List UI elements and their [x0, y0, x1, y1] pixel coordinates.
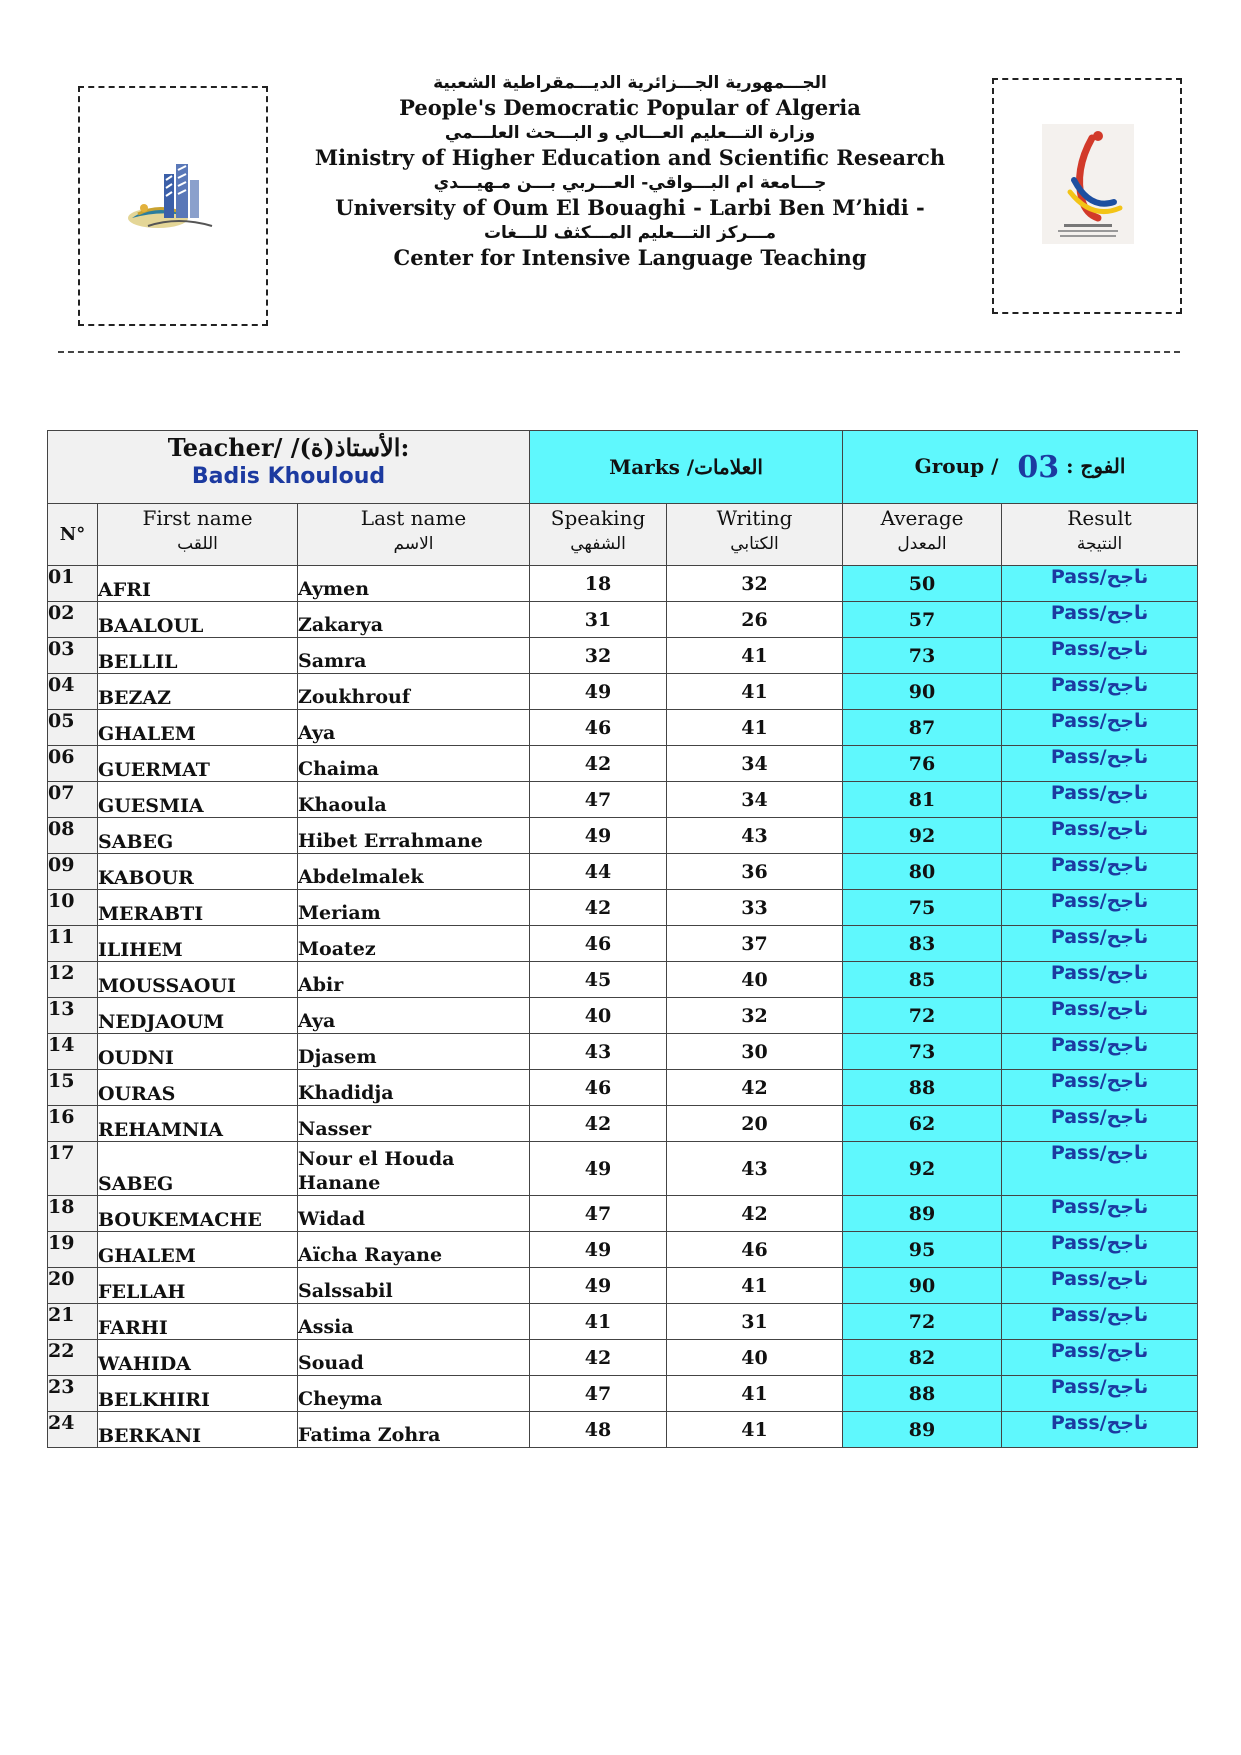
writing-score: 20 [667, 1106, 843, 1142]
table-row [48, 1196, 1198, 1232]
document-header [300, 72, 960, 272]
col-first-name-ar: اللقب [177, 534, 218, 554]
row-number: 21 [48, 1304, 98, 1340]
result-cell: Pass/ناجح [1002, 854, 1198, 890]
result-cell: Pass/ناجح [1002, 746, 1198, 782]
result-cell: Pass/ناجح [1002, 998, 1198, 1034]
header-republic-ar: الجـــمهورية الجـــزائرية الديـــمقراطية الشعبية [433, 73, 827, 93]
column-header-row [48, 504, 1198, 566]
table-row [48, 998, 1198, 1034]
first-name-cell: GUERMAT [98, 746, 298, 782]
first-name-cell: GHALEM [98, 1232, 298, 1268]
last-name-cell: Khaoula [298, 782, 530, 818]
writing-score: 41 [667, 1376, 843, 1412]
row-number: 17 [48, 1142, 98, 1196]
average-score: 83 [843, 926, 1002, 962]
first-name-cell: NEDJAOUM [98, 998, 298, 1034]
table-row [48, 854, 1198, 890]
average-score: 88 [843, 1376, 1002, 1412]
result-cell: Pass/ناجح [1002, 602, 1198, 638]
writing-score: 41 [667, 710, 843, 746]
first-name-cell: OURAS [98, 1070, 298, 1106]
teacher-name: Badis Khouloud [191, 464, 386, 489]
col-writing [667, 504, 843, 566]
speaking-score: 32 [530, 638, 667, 674]
last-name-cell: Nour el Houda Hanane [298, 1142, 530, 1196]
group-header [843, 431, 1198, 504]
writing-score: 40 [667, 1340, 843, 1376]
speaking-score: 49 [530, 1232, 667, 1268]
table-body [48, 566, 1198, 1448]
average-score: 76 [843, 746, 1002, 782]
grades-table [47, 430, 1198, 1448]
result-cell: Pass/ناجح [1002, 1376, 1198, 1412]
row-number: 05 [48, 710, 98, 746]
last-name-cell: Nasser [298, 1106, 530, 1142]
col-speaking-ar: الشفهي [570, 534, 626, 554]
table-row [48, 782, 1198, 818]
table-row [48, 1412, 1198, 1448]
col-speaking-en: Speaking [550, 506, 646, 530]
language-center-logo-box [992, 78, 1182, 314]
writing-score: 34 [667, 782, 843, 818]
speaking-score: 44 [530, 854, 667, 890]
first-name-cell: BELKHIRI [98, 1376, 298, 1412]
writing-score: 36 [667, 854, 843, 890]
row-number: 22 [48, 1340, 98, 1376]
writing-score: 30 [667, 1034, 843, 1070]
last-name-cell: Salssabil [298, 1268, 530, 1304]
writing-score: 42 [667, 1070, 843, 1106]
header-university-ar: جـــامعة ام البـــواقي- العـــربي بـــن مـهيـــدي [433, 173, 827, 193]
last-name-cell: Samra [298, 638, 530, 674]
group-label: Group / الفوج : [914, 453, 1126, 478]
speaking-score: 46 [530, 926, 667, 962]
first-name-cell: FELLAH [98, 1268, 298, 1304]
average-score: 82 [843, 1340, 1002, 1376]
table-row [48, 1376, 1198, 1412]
speaking-score: 43 [530, 1034, 667, 1070]
result-cell: Pass/ناجح [1002, 1412, 1198, 1448]
average-score: 73 [843, 638, 1002, 674]
speaking-score: 49 [530, 1142, 667, 1196]
table-row [48, 926, 1198, 962]
average-score: 75 [843, 890, 1002, 926]
last-name-cell: Widad [298, 1196, 530, 1232]
result-cell: Pass/ناجح [1002, 926, 1198, 962]
row-number: 01 [48, 566, 98, 602]
col-last-name-en: Last name [360, 506, 467, 530]
row-number: 08 [48, 818, 98, 854]
col-average-en: Average [880, 506, 964, 530]
row-number: 23 [48, 1376, 98, 1412]
result-cell: Pass/ناجح [1002, 1070, 1198, 1106]
university-logo-box [78, 86, 268, 326]
average-score: 92 [843, 818, 1002, 854]
writing-score: 46 [667, 1232, 843, 1268]
writing-score: 42 [667, 1196, 843, 1232]
last-name-cell: Zoukhrouf [298, 674, 530, 710]
table-row [48, 1304, 1198, 1340]
result-cell: Pass/ناجح [1002, 1268, 1198, 1304]
col-writing-ar: الكتابي [730, 534, 779, 554]
writing-score: 43 [667, 818, 843, 854]
first-name-cell: GHALEM [98, 710, 298, 746]
last-name-cell: Abir [298, 962, 530, 998]
table-row [48, 1070, 1198, 1106]
result-cell: Pass/ناجح [1002, 782, 1198, 818]
col-result [1002, 504, 1198, 566]
last-name-cell: Zakarya [298, 602, 530, 638]
writing-score: 32 [667, 998, 843, 1034]
first-name-cell: MERABTI [98, 890, 298, 926]
result-cell: Pass/ناجح [1002, 1304, 1198, 1340]
first-name-cell: SABEG [98, 818, 298, 854]
row-number: 03 [48, 638, 98, 674]
header-ministry-en: Ministry of Higher Education and Scientific Research [314, 145, 946, 170]
result-cell: Pass/ناجح [1002, 1232, 1198, 1268]
result-cell: Pass/ناجح [1002, 1034, 1198, 1070]
average-score: 72 [843, 1304, 1002, 1340]
writing-score: 41 [667, 1268, 843, 1304]
average-score: 87 [843, 710, 1002, 746]
teacher-cell [48, 431, 530, 504]
average-score: 81 [843, 782, 1002, 818]
table-row [48, 746, 1198, 782]
row-number: 24 [48, 1412, 98, 1448]
result-cell: Pass/ناجح [1002, 818, 1198, 854]
row-number: 14 [48, 1034, 98, 1070]
writing-score: 41 [667, 638, 843, 674]
result-cell: Pass/ناجح [1002, 710, 1198, 746]
header-divider [58, 351, 1180, 353]
first-name-cell: OUDNI [98, 1034, 298, 1070]
average-score: 72 [843, 998, 1002, 1034]
table-row [48, 1142, 1198, 1196]
language-center-logo-icon [994, 80, 1180, 312]
last-name-cell: Assia [298, 1304, 530, 1340]
first-name-cell: REHAMNIA [98, 1106, 298, 1142]
first-name-cell: GUESMIA [98, 782, 298, 818]
teacher-label: Teacher/ /الأستاذ(ة): [167, 433, 410, 462]
table-row [48, 1232, 1198, 1268]
first-name-cell: BERKANI [98, 1412, 298, 1448]
writing-score: 34 [667, 746, 843, 782]
speaking-score: 40 [530, 998, 667, 1034]
marks-label: Marks /العلامات [609, 455, 763, 479]
row-number: 04 [48, 674, 98, 710]
last-name-cell: Chaima [298, 746, 530, 782]
col-writing-en: Writing [716, 506, 793, 530]
first-name-cell: WAHIDA [98, 1340, 298, 1376]
col-last-name [298, 504, 530, 566]
col-average-ar: المعدل [897, 534, 947, 554]
speaking-score: 47 [530, 1196, 667, 1232]
table-row [48, 1268, 1198, 1304]
speaking-score: 48 [530, 1412, 667, 1448]
writing-score: 31 [667, 1304, 843, 1340]
average-score: 89 [843, 1412, 1002, 1448]
row-number: 06 [48, 746, 98, 782]
header-university-en: University of Oum El Bouaghi - Larbi Ben M’hidi - [335, 195, 925, 220]
speaking-score: 46 [530, 1070, 667, 1106]
first-name-cell: BAALOUL [98, 602, 298, 638]
table-row [48, 1106, 1198, 1142]
average-score: 57 [843, 602, 1002, 638]
row-number: 20 [48, 1268, 98, 1304]
speaking-score: 45 [530, 962, 667, 998]
first-name-cell: BOUKEMACHE [98, 1196, 298, 1232]
first-name-cell: FARHI [98, 1304, 298, 1340]
average-score: 88 [843, 1070, 1002, 1106]
row-number: 07 [48, 782, 98, 818]
row-number: 09 [48, 854, 98, 890]
writing-score: 33 [667, 890, 843, 926]
speaking-score: 42 [530, 1106, 667, 1142]
speaking-score: 31 [530, 602, 667, 638]
last-name-cell: Cheyma [298, 1376, 530, 1412]
last-name-cell: Fatima Zohra [298, 1412, 530, 1448]
table-row [48, 1034, 1198, 1070]
last-name-cell: Abdelmalek [298, 854, 530, 890]
table-row [48, 962, 1198, 998]
row-number: 16 [48, 1106, 98, 1142]
average-score: 92 [843, 1142, 1002, 1196]
last-name-cell: Aymen [298, 566, 530, 602]
speaking-score: 18 [530, 566, 667, 602]
row-number: 13 [48, 998, 98, 1034]
average-score: 73 [843, 1034, 1002, 1070]
result-cell: Pass/ناجح [1002, 1142, 1198, 1196]
table-row [48, 1340, 1198, 1376]
writing-score: 32 [667, 566, 843, 602]
last-name-cell: Aya [298, 998, 530, 1034]
average-score: 50 [843, 566, 1002, 602]
writing-score: 40 [667, 962, 843, 998]
average-score: 90 [843, 674, 1002, 710]
average-score: 89 [843, 1196, 1002, 1232]
result-cell: Pass/ناجح [1002, 1340, 1198, 1376]
writing-score: 43 [667, 1142, 843, 1196]
col-result-ar: النتيجة [1076, 534, 1123, 554]
row-number: 15 [48, 1070, 98, 1106]
speaking-score: 49 [530, 674, 667, 710]
row-number: 18 [48, 1196, 98, 1232]
writing-score: 26 [667, 602, 843, 638]
first-name-cell: KABOUR [98, 854, 298, 890]
row-number: 19 [48, 1232, 98, 1268]
speaking-score: 47 [530, 1376, 667, 1412]
result-cell: Pass/ناجح [1002, 566, 1198, 602]
col-speaking [530, 504, 667, 566]
writing-score: 41 [667, 674, 843, 710]
result-cell: Pass/ناجح [1002, 1196, 1198, 1232]
row-number: 12 [48, 962, 98, 998]
result-cell: Pass/ناجح [1002, 674, 1198, 710]
last-name-cell: Souad [298, 1340, 530, 1376]
header-center-en: Center for Intensive Language Teaching [393, 245, 867, 270]
writing-score: 37 [667, 926, 843, 962]
average-score: 95 [843, 1232, 1002, 1268]
last-name-cell: Moatez [298, 926, 530, 962]
row-number: 02 [48, 602, 98, 638]
average-score: 90 [843, 1268, 1002, 1304]
university-logo-icon [80, 88, 266, 324]
result-cell: Pass/ناجح [1002, 962, 1198, 998]
table-row [48, 818, 1198, 854]
first-name-cell: SABEG [98, 1142, 298, 1196]
col-last-name-ar: الاسم [393, 534, 434, 554]
last-name-cell: Khadidja [298, 1070, 530, 1106]
speaking-score: 49 [530, 818, 667, 854]
col-no: N° [48, 504, 98, 566]
last-name-cell: Hibet Errahmane [298, 818, 530, 854]
result-cell: Pass/ناجح [1002, 1106, 1198, 1142]
speaking-score: 41 [530, 1304, 667, 1340]
table-row [48, 674, 1198, 710]
writing-score: 41 [667, 1412, 843, 1448]
result-cell: Pass/ناجح [1002, 638, 1198, 674]
group-number: 03 [1017, 449, 1060, 485]
table-title-row [48, 431, 1198, 504]
last-name-cell: Aïcha Rayane [298, 1232, 530, 1268]
first-name-cell: BEZAZ [98, 674, 298, 710]
col-first-name [98, 504, 298, 566]
table-row [48, 638, 1198, 674]
speaking-score: 42 [530, 890, 667, 926]
row-number: 10 [48, 890, 98, 926]
col-average [843, 504, 1002, 566]
header-republic-en: People's Democratic Popular of Algeria [399, 95, 861, 120]
last-name-cell: Meriam [298, 890, 530, 926]
row-number: 11 [48, 926, 98, 962]
average-score: 85 [843, 962, 1002, 998]
speaking-score: 46 [530, 710, 667, 746]
table-row [48, 890, 1198, 926]
first-name-cell: BELLIL [98, 638, 298, 674]
col-result-en: Result [1067, 506, 1132, 530]
result-cell: Pass/ناجح [1002, 890, 1198, 926]
speaking-score: 47 [530, 782, 667, 818]
table-row [48, 710, 1198, 746]
last-name-cell: Djasem [298, 1034, 530, 1070]
average-score: 62 [843, 1106, 1002, 1142]
speaking-score: 42 [530, 1340, 667, 1376]
speaking-score: 49 [530, 1268, 667, 1304]
header-center-ar: مـــركز التـــعليم المـــكثف للـــغات [483, 223, 777, 243]
header-ministry-ar: وزارة التـــعليم العـــالي و البـــحث العلـــمي [444, 123, 816, 143]
first-name-cell: AFRI [98, 566, 298, 602]
marks-header [530, 431, 843, 504]
average-score: 80 [843, 854, 1002, 890]
last-name-cell: Aya [298, 710, 530, 746]
table-row [48, 566, 1198, 602]
first-name-cell: ILIHEM [98, 926, 298, 962]
col-first-name-en: First name [142, 506, 253, 530]
speaking-score: 42 [530, 746, 667, 782]
first-name-cell: MOUSSAOUI [98, 962, 298, 998]
table-row [48, 602, 1198, 638]
